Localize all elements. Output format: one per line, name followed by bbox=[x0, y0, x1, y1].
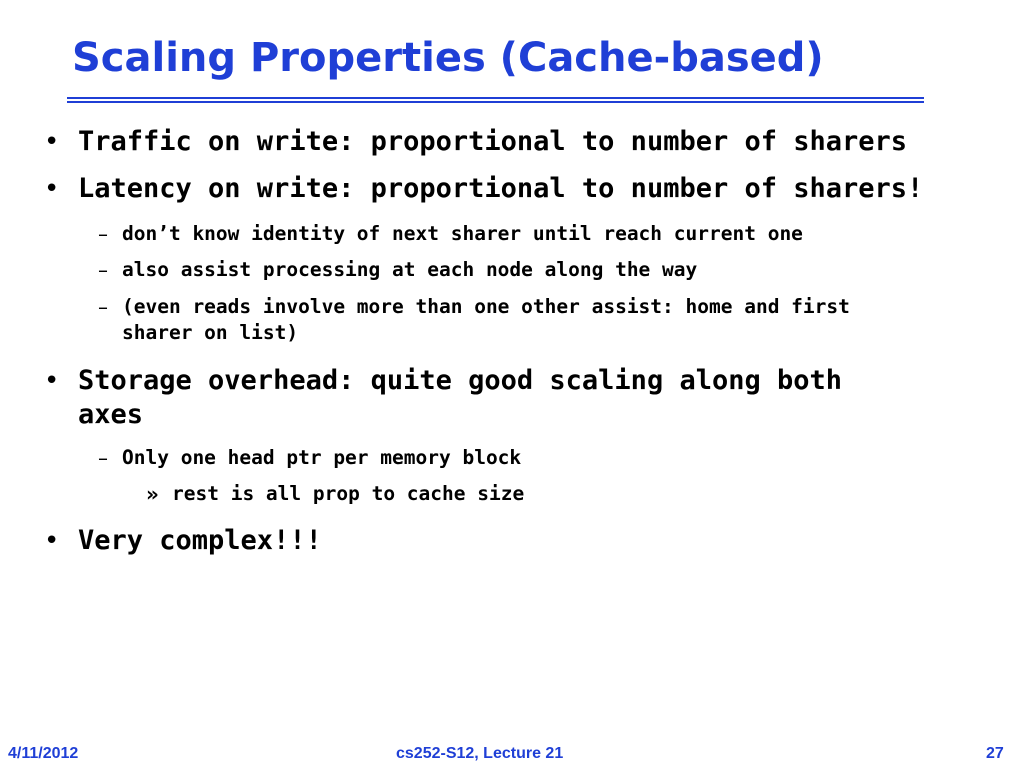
sub-bullet-marker: – bbox=[98, 446, 108, 470]
bullet-storage-overhead-continued: axes bbox=[78, 399, 144, 430]
bullet-marker: • bbox=[44, 366, 60, 396]
sub-bullet-even-reads-continued: sharer on list) bbox=[122, 321, 299, 344]
sub-sub-bullet-marker: » bbox=[146, 482, 159, 506]
bullet-storage-overhead: Storage overhead: quite good scaling along both bbox=[78, 365, 843, 396]
sub-bullet-marker: – bbox=[98, 295, 108, 319]
sub-bullet-head-ptr: Only one head ptr per memory block bbox=[122, 446, 522, 469]
sub-bullet-assist-processing: also assist processing at each node along the way bbox=[122, 258, 698, 281]
bullet-very-complex: Very complex!!! bbox=[78, 525, 322, 556]
slide-title: Scaling Properties (Cache-based) bbox=[72, 35, 824, 81]
bullet-traffic-on-write: Traffic on write: proportional to number of sharers bbox=[78, 126, 908, 157]
footer-date: 4/11/2012 bbox=[8, 745, 79, 762]
footer-page-number: 27 bbox=[986, 745, 1004, 762]
sub-bullet-dont-know-identity: don’t know identity of next sharer until reach current one bbox=[122, 222, 803, 245]
footer-course-lecture: cs252-S12, Lecture 21 bbox=[396, 745, 564, 762]
bullet-latency-on-write: Latency on write: proportional to number of sharers! bbox=[78, 173, 924, 204]
bullet-marker: • bbox=[44, 174, 60, 204]
title-underline bbox=[67, 97, 924, 103]
bullet-marker: • bbox=[44, 526, 60, 556]
bullet-marker: • bbox=[44, 127, 60, 157]
sub-bullet-even-reads: (even reads involve more than one other assist: home and first bbox=[122, 295, 850, 318]
sub-bullet-marker: – bbox=[98, 258, 108, 282]
sub-sub-bullet-prop-to-cache-size: rest is all prop to cache size bbox=[172, 482, 525, 505]
sub-bullet-marker: – bbox=[98, 222, 108, 246]
